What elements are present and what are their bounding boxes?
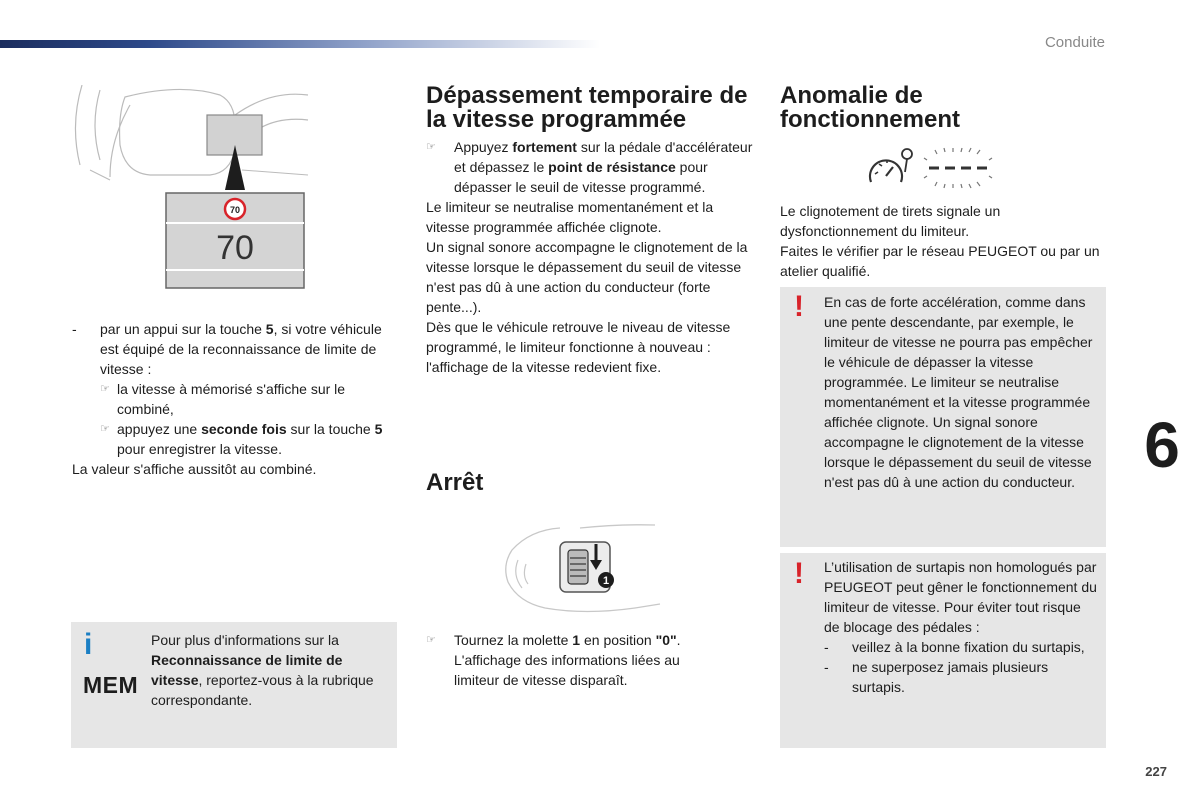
thumbwheel-badge: 1 <box>602 575 610 587</box>
speed-limit-sign-value: 70 <box>229 205 241 215</box>
list-item: - ne superposez jamais plusieurs surtapis. <box>824 659 1049 695</box>
pointing-finger-icon: ☞ <box>100 383 110 395</box>
section-heading-overspeed: Dépassement temporaire de la vitesse programmée <box>426 82 748 133</box>
list-item: - veillez à la bonne fixation du surtapis, <box>824 639 1085 655</box>
chapter-number: 6 <box>1124 405 1200 485</box>
pointing-finger-icon: ☞ <box>100 423 110 435</box>
stop-step <box>426 630 726 690</box>
step-item: ☞ Appuyez fortement sur la pédale d'accélérateur et dépassez le point de résistance pour dépasser le seuil de vitesse programmé. <box>426 139 753 195</box>
section-heading-stop: Arrêt <box>426 469 484 496</box>
warning-text-floor-mats <box>824 557 1100 697</box>
mem-label: MEM <box>83 672 139 698</box>
control-stalk-figure <box>500 520 665 620</box>
speed-display-value: 70 <box>216 229 254 267</box>
left-steps <box>72 319 387 479</box>
paragraph: Le limiteur se neutralise momentanément et la vitesse programmée affichée clignote. <box>426 199 714 235</box>
sub-step-item: ☞ la vitesse à mémorisé s'affiche sur le combiné, <box>100 381 346 417</box>
step-conclusion: La valeur s'affiche aussitôt au combiné. <box>72 461 317 477</box>
middle-body <box>426 137 756 377</box>
step-item: ☞ Tournez la molette 1 en position "0". L'affichage des informations liées au limiteur de vitesse disparaît. <box>426 632 681 688</box>
exclamation-icon: ! <box>794 557 804 590</box>
info-icon: i <box>84 628 93 661</box>
pointing-finger-icon: ☞ <box>426 141 436 153</box>
header-bar <box>0 40 600 48</box>
dash-bullet: - <box>824 639 829 655</box>
paragraph: Le clignotement de tirets signale un dysfonctionnement du limiteur. <box>780 203 1001 239</box>
exclamation-icon: ! <box>794 290 804 323</box>
paragraph: Faites le vérifier par le réseau PEUGEOT ou par un atelier qualifié. <box>780 243 1100 279</box>
paragraph: Un signal sonore accompagne le clignotement de la vitesse lorsque le dépassement du seuil de vitesse n'est pas dû à une action du conducteur (forte pente...). <box>426 239 748 315</box>
paragraph: Dès que le véhicule retrouve le niveau de vitesse programmé, le limiteur fonctionne à nouveau : l'affichage de la vitesse redevient fixe. <box>426 319 731 375</box>
paragraph: L’utilisation de surtapis non homologués par PEUGEOT peut gêner le fonctionnement du limiteur de vitesse. Pour éviter tout risque de blocage des pédales : <box>824 559 1097 635</box>
memo-text: Pour plus d'informations sur la Reconnaissance de limite de vitesse, reportez-vous à la rubrique correspondante. <box>151 632 374 708</box>
instrument-cluster-figure <box>70 85 310 290</box>
page-number: 227 <box>1145 764 1167 779</box>
dash-bullet: - <box>824 659 829 675</box>
pointing-finger-icon: ☞ <box>426 634 436 646</box>
warning-text-acceleration: En cas de forte accélération, comme dans une pente descendante, par exemple, le limiteur de vitesse ne pourra pas empêcher le véhicule de dépasser la vitesse programmée. Le limiteur se neutralise momentanément et la vitesse programmée affichée clignote. Un signal sonore accompagne le clignotement de la vitesse lorsque le dépassement du seuil de vitesse n'est pas dû à une action du conducteur. <box>824 294 1093 490</box>
section-title: Conduite <box>1044 34 1105 51</box>
malfunction-body <box>780 201 1100 281</box>
dash-bullet: - <box>72 321 77 337</box>
speed-limiter-icon <box>865 146 1005 194</box>
sub-step-item: ☞ appuyez une seconde fois sur la touche 5 pour enregistrer la vitesse. <box>100 421 383 457</box>
step-item: - par un appui sur la touche 5, si votre véhicule est équipé de la reconnaissance de limite de vitesse : <box>72 321 382 377</box>
section-heading-malfunction: Anomalie de fonctionnement <box>780 82 960 133</box>
